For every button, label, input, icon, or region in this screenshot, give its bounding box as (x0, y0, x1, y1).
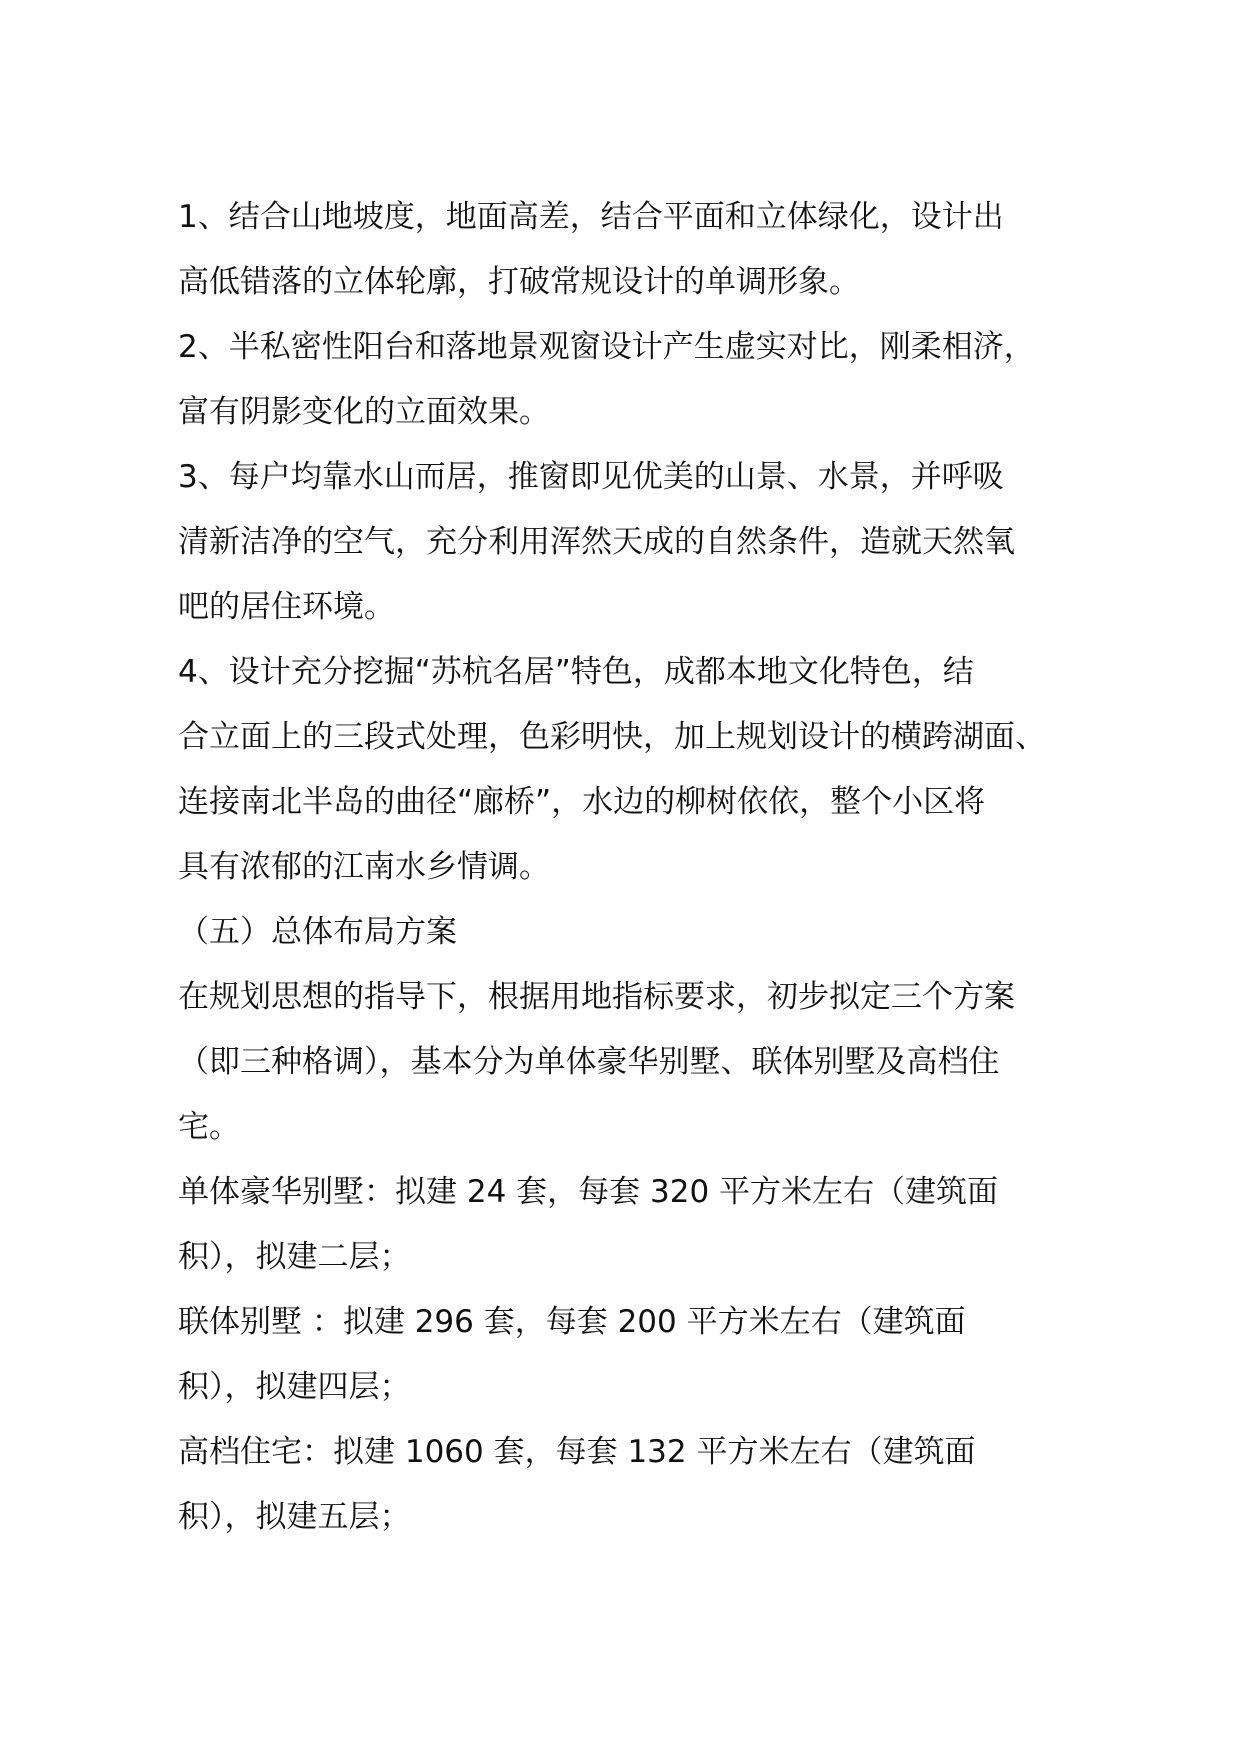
text-line: 积），拟建二层； (178, 1239, 411, 1275)
section-heading: （五）总体布局方案 (178, 914, 457, 950)
text-line: 宅。 (178, 1109, 240, 1145)
text-line: 吧的居住环境。 (178, 589, 395, 625)
text-line: 连接南北半岛的曲径“廊桥”，水边的柳树依依，整个小区将 (178, 784, 986, 820)
text-line: 联体别墅 ：拟建 296 套，每套 200 平方米左右（建筑面 (178, 1304, 966, 1340)
text-line: 富有阴影变化的立面效果。 (178, 394, 550, 430)
text-line: 4、设计充分挖掘“苏杭名居”特色，成都本地文化特色，结 (178, 654, 974, 690)
text-line: 合立面上的三段式处理，色彩明快，加上规划设计的横跨湖面、 (178, 719, 1046, 755)
text-line: 在规划思想的指导下，根据用地指标要求，初步拟定三个方案 (178, 979, 1015, 1015)
text-line: （即三种格调），基本分为单体豪华别墅、联体别墅及高档住 (178, 1044, 1000, 1080)
text-line: 积），拟建四层； (178, 1369, 411, 1405)
text-line: 高低错落的立体轮廓，打破常规设计的单调形象。 (178, 264, 860, 300)
text-line: 3、每户均靠水山而居，推窗即见优美的山景、水景，并呼吸 (178, 459, 1004, 495)
text-line: 具有浓郁的江南水乡情调。 (178, 849, 550, 885)
text-line: 高档住宅：拟建 1060 套，每套 132 平方米左右（建筑面 (178, 1434, 976, 1470)
document-body (178, 185, 1078, 1550)
text-line: 1、结合山地坡度，地面高差，结合平面和立体绿化，设计出 (178, 199, 1004, 235)
text-line: 清新洁净的空气，充分利用浑然天成的自然条件，造就天然氧 (178, 524, 1015, 560)
text-line: 单体豪华别墅：拟建 24 套，每套 320 平方米左右（建筑面 (178, 1174, 999, 1210)
text-line: 积），拟建五层； (178, 1499, 411, 1535)
text-line: 2、半私密性阳台和落地景观窗设计产生虚实对比，刚柔相济， (178, 329, 1035, 365)
